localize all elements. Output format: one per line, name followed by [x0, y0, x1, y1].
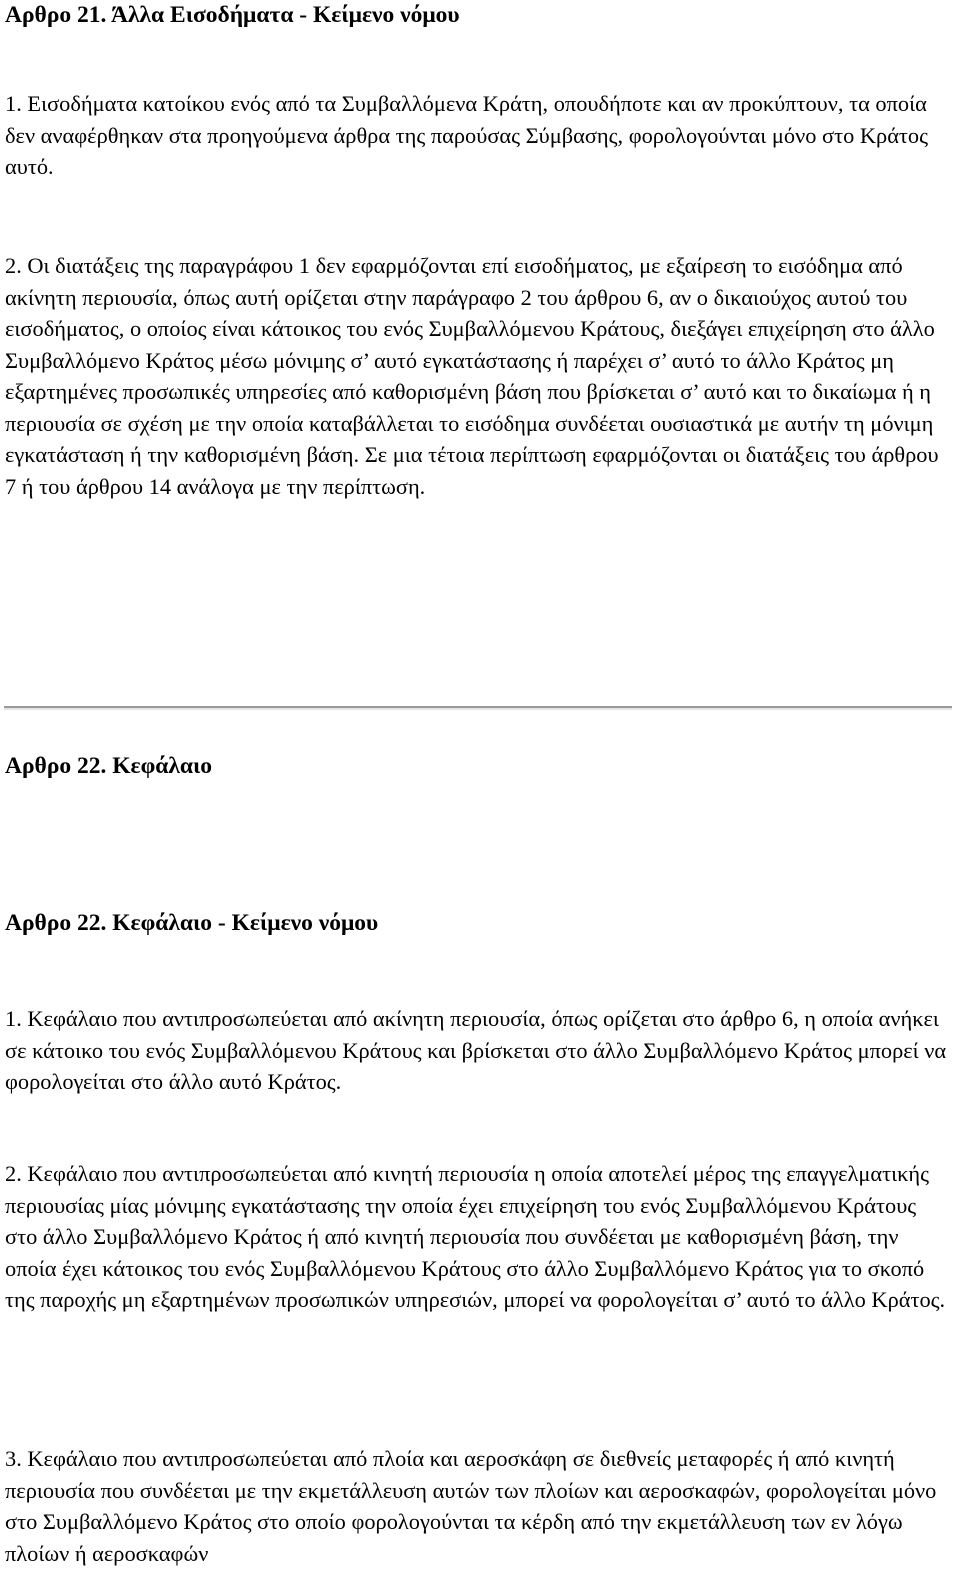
article-22-paragraph-2: 2. Κεφάλαιο που αντιπροσωπεύεται από κινητή περιουσία η οποία αποτελεί μέρος της επαγγελματικής περιουσίας μίας μόνιμης εγκατάστασης την οποία έχει επιχείρηση του ενός Συμβαλλόμενου Κράτους στο άλλο Συμβαλλόμενο Κράτος ή από κινητή περιουσία που συνδέεται με καθορισμένη βάση, την οποία έχει κάτοικος του ενός Συμβαλλόμενου Κράτους στο άλλο Συμβαλλόμενο Κράτος για το σκοπό της παροχής μη εξαρτημένων προσωπικών υπηρεσιών, μπορεί να φορολογείται σ’ αυτό το άλλο Κράτος. [5, 1161, 946, 1312]
article-21-heading: Αρθρο 21. Άλλα Εισοδήματα - Κείμενο νόμου [5, 2, 460, 28]
section-divider [4, 706, 952, 710]
article-22-heading: Αρθρο 22. Κεφάλαιο - Κείμενο νόμου [5, 910, 379, 936]
article-21-paragraph-2: 2. Οι διατάξεις της παραγράφου 1 δεν εφαρμόζονται επί εισοδήματος, με εξαίρεση το εισόδημα από ακίνητη περιουσία, όπως αυτή ορίζεται στην παράγραφο 2 του άρθρου 6, αν ο δικαιούχος αυτού του εισοδήματος, ο οποίος είναι κάτοικος του ενός Συμβαλλόμενου Κράτους, διεξάγει επιχείρηση στο άλλο Συμβαλλόμενο Κράτος μέσω μόνιμης σ’ αυτό εγκατάστασης ή παρέχει σ’ αυτό το άλλο Κράτος μη εξαρτημένες προσωπικές υπηρεσίες από καθορισμένη βάση που βρίσκεται σ’ αυτό και το δικαίωμα ή η περιουσία σε σχέση με την οποία καταβάλλεται το εισόδημα συνδέεται ουσιαστικά με αυτήν τη μόνιμη εγκατάσταση ή την καθορισμένη βάση. Σε μια τέτοια περίπτωση εφαρμόζονται οι διατάξεις του άρθρου 7 ή του άρθρου 14 ανάλογα με την περίπτωση. [5, 253, 939, 499]
article-22-title-heading: Αρθρο 22. Κεφάλαιο [5, 753, 213, 779]
article-21-paragraph-1: 1. Εισοδήματα κατοίκου ενός από τα Συμβαλλόμενα Κράτη, οπουδήποτε και αν προκύπτουν, τα οποία δεν αναφέρθηκαν στα προηγούμενα άρθρα της παρούσας Σύμβασης, φορολογούνται μόνο στο Κράτος αυτό. [5, 91, 928, 179]
article-22-paragraph-3: 3. Κεφάλαιο που αντιπροσωπεύεται από πλοία και αεροσκάφη σε διεθνείς μεταφορές ή από κινητή περιουσία που συνδέεται με την εκμετάλλευση αυτών των πλοίων και αεροσκαφών, φορολογείται μόνο στο Συμβαλλόμενο Κράτος στο οποίο φορολογούνται τα κέρδη από την εκμετάλλευση των εν λόγω πλοίων ή αεροσκαφών [5, 1446, 937, 1566]
article-22-paragraph-1: 1. Κεφάλαιο που αντιπροσωπεύεται από ακίνητη περιουσία, όπως ορίζεται στο άρθρο 6, η οποία ανήκει σε κάτοικο του ενός Συμβαλλόμενου Κράτους και βρίσκεται στο άλλο Συμβαλλόμενο Κράτος μπορεί να φορολογείται στο άλλο αυτό Κράτος. [5, 1006, 947, 1094]
